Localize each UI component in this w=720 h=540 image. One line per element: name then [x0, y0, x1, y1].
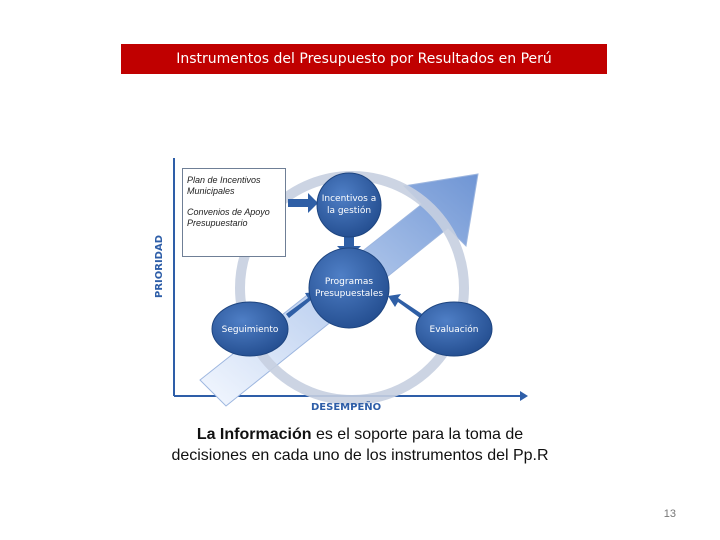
node-evaluacion-label: Evaluación — [429, 325, 479, 335]
node-seguimiento-label: Seguimiento — [221, 325, 279, 335]
node-evaluacion — [416, 302, 492, 356]
node-programas-line1: Programas — [324, 277, 374, 287]
y-axis-label: PRIORIDAD — [154, 234, 165, 298]
input-item-convenios: Convenios de Apoyo Presupuestario — [187, 207, 270, 228]
node-programas — [309, 248, 389, 328]
slide-title — [121, 44, 607, 74]
caption — [150, 424, 570, 466]
inputs-box — [182, 168, 286, 257]
node-seguimiento — [212, 302, 288, 356]
page-number: 13 — [663, 508, 676, 520]
node-incentivos — [317, 173, 381, 237]
caption-bold: La Información — [196, 426, 312, 443]
node-programas-line2: Presupuestales — [314, 289, 384, 299]
caption-line2: decisiones en cada uno de los instrumentos del Pp.R — [171, 447, 549, 464]
x-axis-arrowhead — [520, 391, 528, 401]
input-item-plan-incentivos: Plan de Incentivos Municipales — [187, 175, 261, 196]
caption-line1-rest: es el soporte para la toma de — [311, 426, 524, 443]
evaluacion-to-programas-arrow — [388, 294, 422, 318]
x-axis-label: DESEMPEÑO — [311, 402, 382, 413]
slide-title-text: Instrumentos del Presupuesto por Resultados en Perú — [176, 51, 552, 67]
node-incentivos-line2: la gestión — [326, 206, 372, 216]
node-incentivos-line1: Incentivos a — [321, 194, 377, 204]
